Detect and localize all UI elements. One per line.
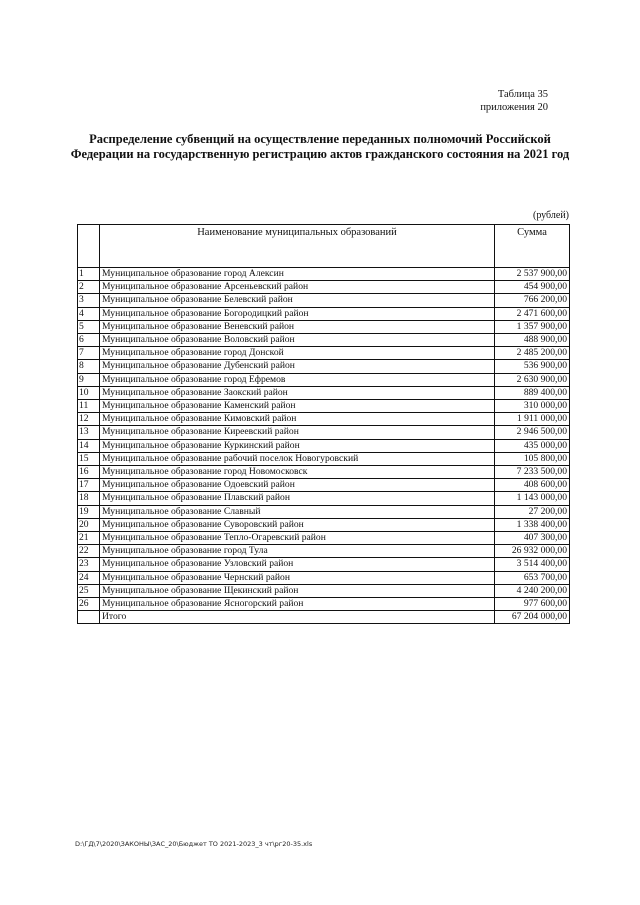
- row-number: 7: [78, 347, 100, 360]
- row-number: 19: [78, 505, 100, 518]
- municipality-name: Муниципальное образование Куркинский район: [100, 439, 495, 452]
- municipality-name: Муниципальное образование Узловский район: [100, 558, 495, 571]
- row-number: 5: [78, 320, 100, 333]
- table-row: [78, 532, 570, 545]
- total-number-cell: [78, 611, 100, 624]
- table-row: [78, 386, 570, 399]
- amount-cell: 454 900,00: [495, 281, 570, 294]
- row-number: 11: [78, 400, 100, 413]
- total-row: [78, 611, 570, 624]
- row-number: 20: [78, 518, 100, 531]
- row-number: 18: [78, 492, 100, 505]
- municipality-name: Муниципальное образование Киреевский район: [100, 426, 495, 439]
- amount-cell: 2 946 500,00: [495, 426, 570, 439]
- amount-cell: 653 700,00: [495, 571, 570, 584]
- amount-cell: 407 300,00: [495, 532, 570, 545]
- row-number: 8: [78, 360, 100, 373]
- amount-cell: 1 338 400,00: [495, 518, 570, 531]
- row-number: 10: [78, 386, 100, 399]
- municipality-name: Муниципальное образование город Алексин: [100, 268, 495, 281]
- row-number: 24: [78, 571, 100, 584]
- table-number: Таблица 35: [497, 89, 548, 100]
- table-row: [78, 334, 570, 347]
- document-title: Распределение субвенций на осуществление переданных полномочий Российской Федерации на государственную регистрацию актов гражданского состояния на 2021 год: [70, 132, 570, 161]
- amount-cell: 310 000,00: [495, 400, 570, 413]
- table-row: [78, 505, 570, 518]
- table-row: [78, 545, 570, 558]
- amount-cell: 105 800,00: [495, 452, 570, 465]
- amount-cell: 7 233 500,00: [495, 466, 570, 479]
- municipality-name: Муниципальное образование Ясногорский район: [100, 598, 495, 611]
- table-row: [78, 518, 570, 531]
- municipality-name: Муниципальное образование Кимовский район: [100, 413, 495, 426]
- row-number: 6: [78, 334, 100, 347]
- municipality-name: Муниципальное образование Заокский район: [100, 386, 495, 399]
- table-body: [78, 268, 570, 624]
- table-row: [78, 413, 570, 426]
- amount-cell: 2 485 200,00: [495, 347, 570, 360]
- table-row: [78, 373, 570, 386]
- table-row: [78, 360, 570, 373]
- table-row: [78, 320, 570, 333]
- municipality-name: Муниципальное образование Богородицкий район: [100, 307, 495, 320]
- row-number: 23: [78, 558, 100, 571]
- municipality-name: Муниципальное образование город Тула: [100, 545, 495, 558]
- table-row: [78, 479, 570, 492]
- row-number: 17: [78, 479, 100, 492]
- amount-cell: 2 537 900,00: [495, 268, 570, 281]
- table-row: [78, 452, 570, 465]
- amount-cell: 1 911 000,00: [495, 413, 570, 426]
- row-number: 25: [78, 584, 100, 597]
- file-path-footer: D:\ГД\7\2020\ЗАКОНЫ\ЗАС_20\Бюджет ТО 2021-2023_3 чт\рг20-35.xls: [75, 840, 313, 848]
- municipality-name: Муниципальное образование рабочий поселок Новогуровский: [100, 452, 495, 465]
- row-number: 2: [78, 281, 100, 294]
- table-row: [78, 571, 570, 584]
- amount-cell: 536 900,00: [495, 360, 570, 373]
- amount-cell: 435 000,00: [495, 439, 570, 452]
- table-row: [78, 400, 570, 413]
- table-row: [78, 466, 570, 479]
- table-row: [78, 307, 570, 320]
- municipality-name: Муниципальное образование Тепло-Огаревский район: [100, 532, 495, 545]
- amount-cell: 408 600,00: [495, 479, 570, 492]
- row-number: 15: [78, 452, 100, 465]
- row-number: 4: [78, 307, 100, 320]
- amount-cell: 26 932 000,00: [495, 545, 570, 558]
- municipality-name: Муниципальное образование Суворовский район: [100, 518, 495, 531]
- table-row: [78, 558, 570, 571]
- amount-cell: 1 143 000,00: [495, 492, 570, 505]
- table-row: [78, 426, 570, 439]
- row-number: 16: [78, 466, 100, 479]
- row-number: 3: [78, 294, 100, 307]
- amount-cell: 2 471 600,00: [495, 307, 570, 320]
- municipality-name: Муниципальное образование Чернский район: [100, 571, 495, 584]
- municipality-name: Муниципальное образование Плавский район: [100, 492, 495, 505]
- amount-cell: 889 400,00: [495, 386, 570, 399]
- municipality-name: Муниципальное образование Арсеньевский район: [100, 281, 495, 294]
- amount-cell: 2 630 900,00: [495, 373, 570, 386]
- header-number-cell: [78, 225, 100, 268]
- municipality-name: Муниципальное образование Каменский район: [100, 400, 495, 413]
- subvention-table: [77, 224, 570, 624]
- table-row: [78, 439, 570, 452]
- amount-cell: 977 600,00: [495, 598, 570, 611]
- municipality-name: Муниципальное образование Славный: [100, 505, 495, 518]
- table-row: [78, 598, 570, 611]
- header-sum-cell: Сумма: [495, 225, 570, 268]
- municipality-name: Муниципальное образование Белевский район: [100, 294, 495, 307]
- row-number: 9: [78, 373, 100, 386]
- row-number: 14: [78, 439, 100, 452]
- row-number: 26: [78, 598, 100, 611]
- total-amount: 67 204 000,00: [495, 611, 570, 624]
- amount-cell: 488 900,00: [495, 334, 570, 347]
- amount-cell: 1 357 900,00: [495, 320, 570, 333]
- table-row: [78, 584, 570, 597]
- amount-cell: 4 240 200,00: [495, 584, 570, 597]
- municipality-name: Муниципальное образование город Донской: [100, 347, 495, 360]
- municipality-name: Муниципальное образование город Ефремов: [100, 373, 495, 386]
- municipality-name: Муниципальное образование Одоевский район: [100, 479, 495, 492]
- table-row: [78, 347, 570, 360]
- row-number: 1: [78, 268, 100, 281]
- row-number: 22: [78, 545, 100, 558]
- amount-cell: 27 200,00: [495, 505, 570, 518]
- municipality-name: Муниципальное образование Веневский район: [100, 320, 495, 333]
- municipality-name: Муниципальное образование Щекинский район: [100, 584, 495, 597]
- table-header-row: [78, 225, 570, 268]
- appendix-label: приложения 20: [480, 102, 548, 113]
- table-row: [78, 281, 570, 294]
- table-row: [78, 268, 570, 281]
- municipality-name: Муниципальное образование Воловский район: [100, 334, 495, 347]
- municipality-name: Муниципальное образование город Новомосковск: [100, 466, 495, 479]
- total-label: Итого: [100, 611, 495, 624]
- table-row: [78, 294, 570, 307]
- municipality-name: Муниципальное образование Дубенский район: [100, 360, 495, 373]
- amount-cell: 3 514 400,00: [495, 558, 570, 571]
- header-name-cell: Наименование муниципальных образований: [100, 225, 495, 268]
- table-row: [78, 492, 570, 505]
- row-number: 21: [78, 532, 100, 545]
- unit-label: (рублей): [532, 210, 569, 221]
- row-number: 13: [78, 426, 100, 439]
- row-number: 12: [78, 413, 100, 426]
- amount-cell: 766 200,00: [495, 294, 570, 307]
